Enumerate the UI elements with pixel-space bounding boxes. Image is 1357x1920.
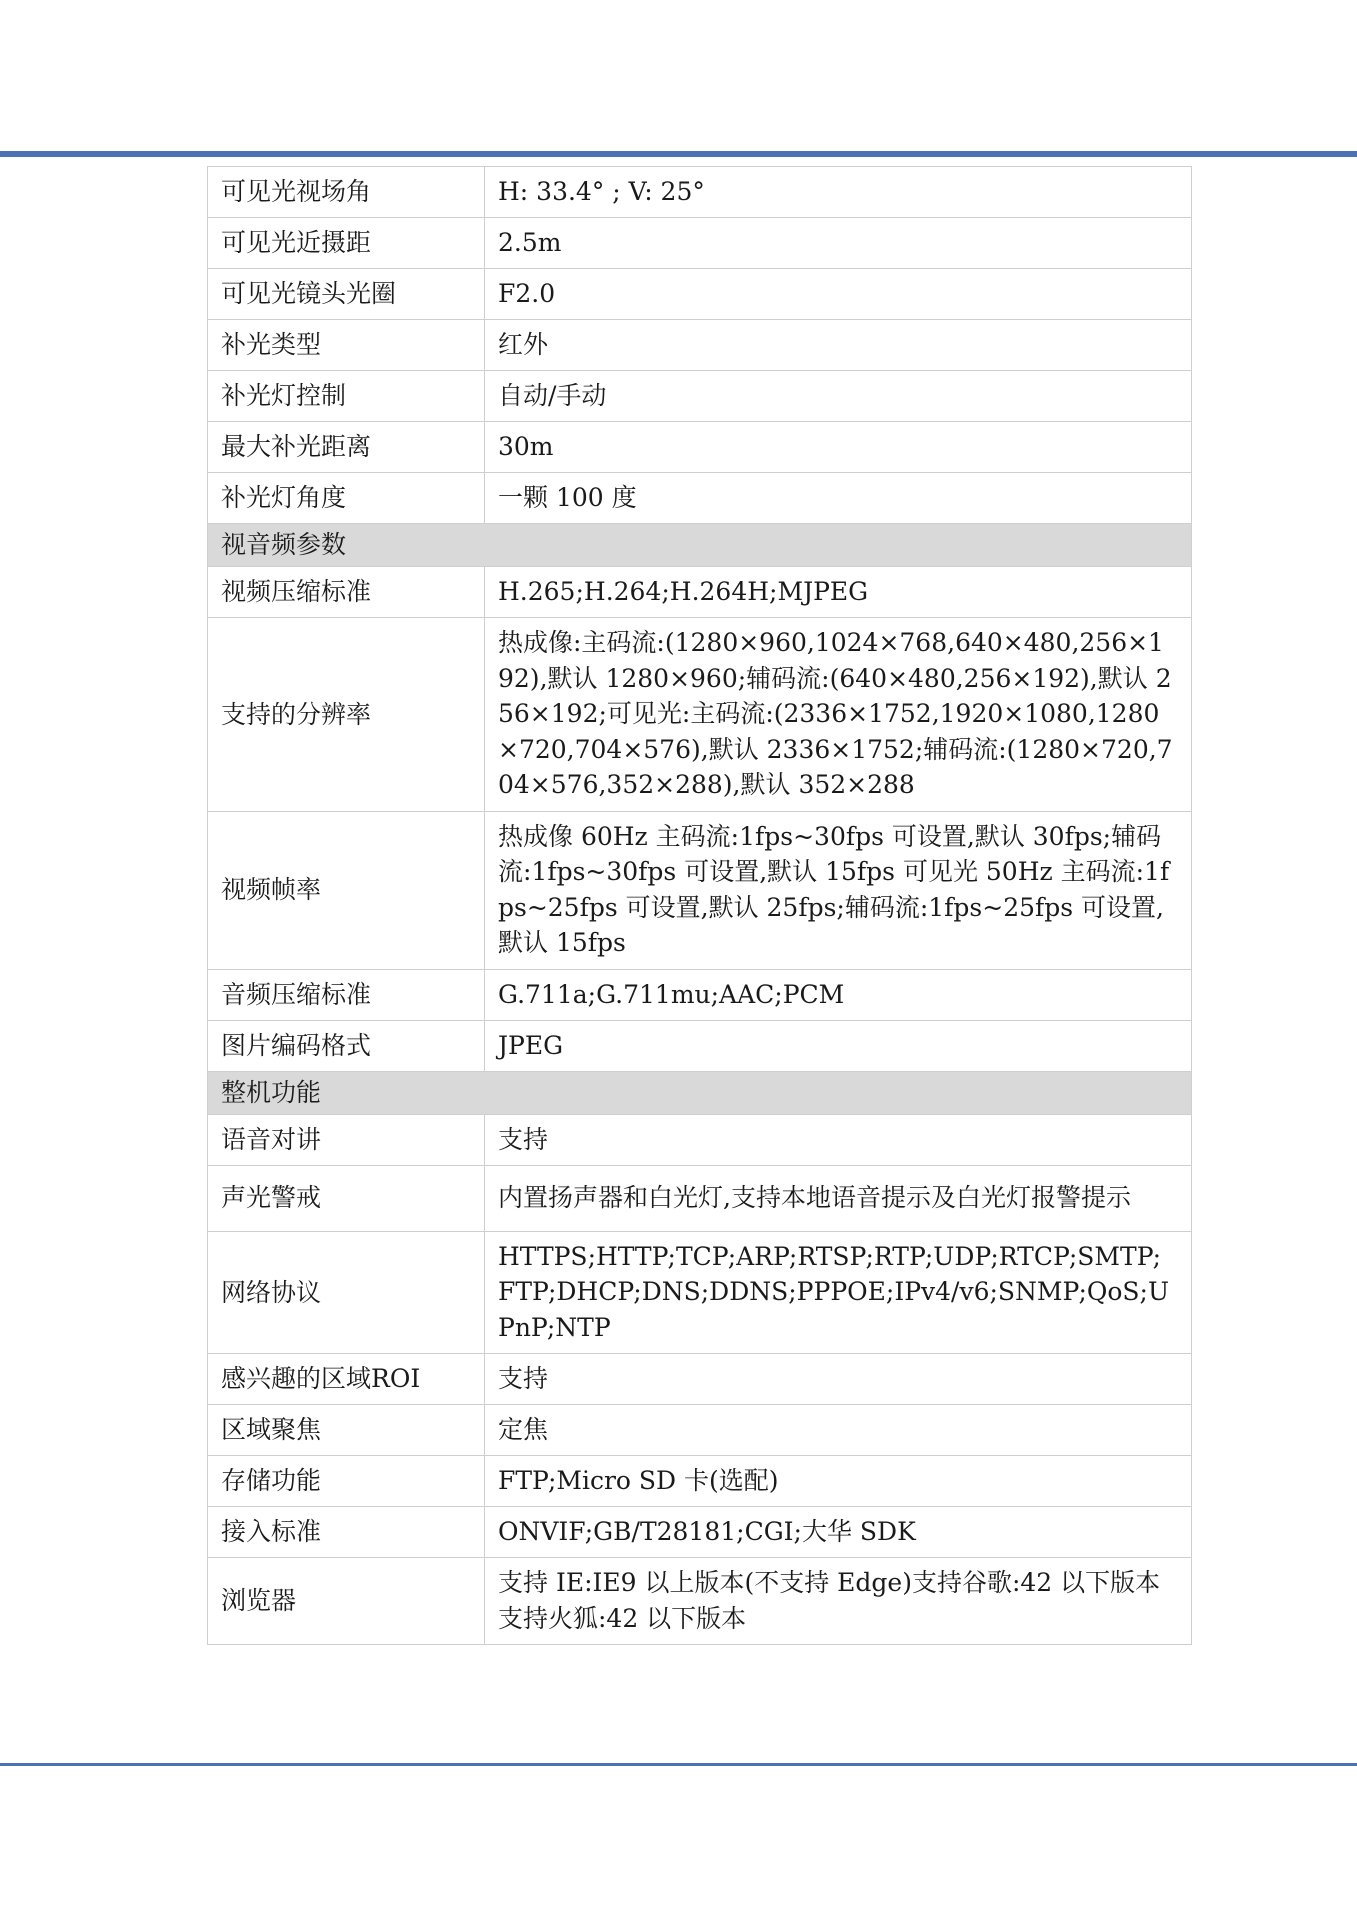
table-row [208, 320, 1192, 371]
table-row [208, 1354, 1192, 1405]
table-row [208, 1020, 1192, 1071]
spec-label: 接入标准 [208, 1507, 485, 1558]
spec-value: 30m [485, 422, 1192, 473]
spec-value: JPEG [485, 1020, 1192, 1071]
table-row [208, 1405, 1192, 1456]
table-row [208, 371, 1192, 422]
spec-label: 支持的分辨率 [208, 618, 485, 812]
spec-label: 补光灯角度 [208, 473, 485, 524]
spec-value: 支持 IE:IE9 以上版本(不支持 Edge)支持谷歌:42 以下版本支持火狐:42 以下版本 [485, 1558, 1192, 1645]
spec-label: 补光类型 [208, 320, 485, 371]
spec-label: 可见光镜头光圈 [208, 269, 485, 320]
spec-label: 视频帧率 [208, 811, 485, 969]
spec-label: 网络协议 [208, 1231, 485, 1354]
spec-label: 可见光视场角 [208, 167, 485, 218]
table-row [208, 269, 1192, 320]
spec-value: 支持 [485, 1354, 1192, 1405]
table-row [208, 618, 1192, 812]
spec-label: 区域聚焦 [208, 1405, 485, 1456]
table-row [208, 1165, 1192, 1231]
spec-table [207, 166, 1192, 1645]
spec-label: 音频压缩标准 [208, 969, 485, 1020]
section-title: 整机功能 [208, 1071, 1192, 1114]
spec-value: ONVIF;GB/T28181;CGI;大华 SDK [485, 1507, 1192, 1558]
spec-value: 内置扬声器和白光灯,支持本地语音提示及白光灯报警提示 [485, 1165, 1192, 1231]
section-header-row [208, 1071, 1192, 1114]
spec-label: 声光警戒 [208, 1165, 485, 1231]
spec-label: 可见光近摄距 [208, 218, 485, 269]
section-header-row [208, 524, 1192, 567]
table-row [208, 218, 1192, 269]
spec-value: 红外 [485, 320, 1192, 371]
table-row [208, 811, 1192, 969]
table-row [208, 1231, 1192, 1354]
spec-label: 图片编码格式 [208, 1020, 485, 1071]
spec-label: 补光灯控制 [208, 371, 485, 422]
spec-value: F2.0 [485, 269, 1192, 320]
spec-value: 定焦 [485, 1405, 1192, 1456]
spec-value: 一颗 100 度 [485, 473, 1192, 524]
spec-value: 支持 [485, 1114, 1192, 1165]
header-rule [0, 151, 1357, 157]
table-row [208, 167, 1192, 218]
table-row [208, 969, 1192, 1020]
table-row [208, 1558, 1192, 1645]
spec-label: 浏览器 [208, 1558, 485, 1645]
spec-value: H: 33.4° ; V: 25° [485, 167, 1192, 218]
spec-value: 自动/手动 [485, 371, 1192, 422]
spec-value: 2.5m [485, 218, 1192, 269]
footer-rule [0, 1763, 1357, 1766]
spec-label: 语音对讲 [208, 1114, 485, 1165]
spec-label: 存储功能 [208, 1456, 485, 1507]
spec-label: 最大补光距离 [208, 422, 485, 473]
spec-value: 热成像 60Hz 主码流:1fps~30fps 可设置,默认 30fps;辅码流:1fps~30fps 可设置,默认 15fps 可见光 50Hz 主码流:1fps~25fps 可设置,默认 25fps;辅码流:1fps~25fps 可设置,默认 15fps [485, 811, 1192, 969]
table-row [208, 1507, 1192, 1558]
table-row [208, 473, 1192, 524]
spec-value: H.265;H.264;H.264H;MJPEG [485, 567, 1192, 618]
table-row [208, 422, 1192, 473]
table-row [208, 1114, 1192, 1165]
section-title: 视音频参数 [208, 524, 1192, 567]
spec-label: 视频压缩标准 [208, 567, 485, 618]
spec-value: G.711a;G.711mu;AAC;PCM [485, 969, 1192, 1020]
spec-value: 热成像:主码流:(1280×960,1024×768,640×480,256×192),默认 1280×960;辅码流:(640×480,256×192),默认 256×192;可见光:主码流:(2336×1752,1920×1080,1280×720,704×576),默认 2336×1752;辅码流:(1280×720,704×576,352×288),默认 352×288 [485, 618, 1192, 812]
table-row [208, 1456, 1192, 1507]
table-row [208, 567, 1192, 618]
spec-label: 感兴趣的区域ROI [208, 1354, 485, 1405]
spec-value: FTP;Micro SD 卡(选配) [485, 1456, 1192, 1507]
spec-value: HTTPS;HTTP;TCP;ARP;RTSP;RTP;UDP;RTCP;SMTP;FTP;DHCP;DNS;DDNS;PPPOE;IPv4/v6;SNMP;QoS;UPnP;NTP [485, 1231, 1192, 1354]
